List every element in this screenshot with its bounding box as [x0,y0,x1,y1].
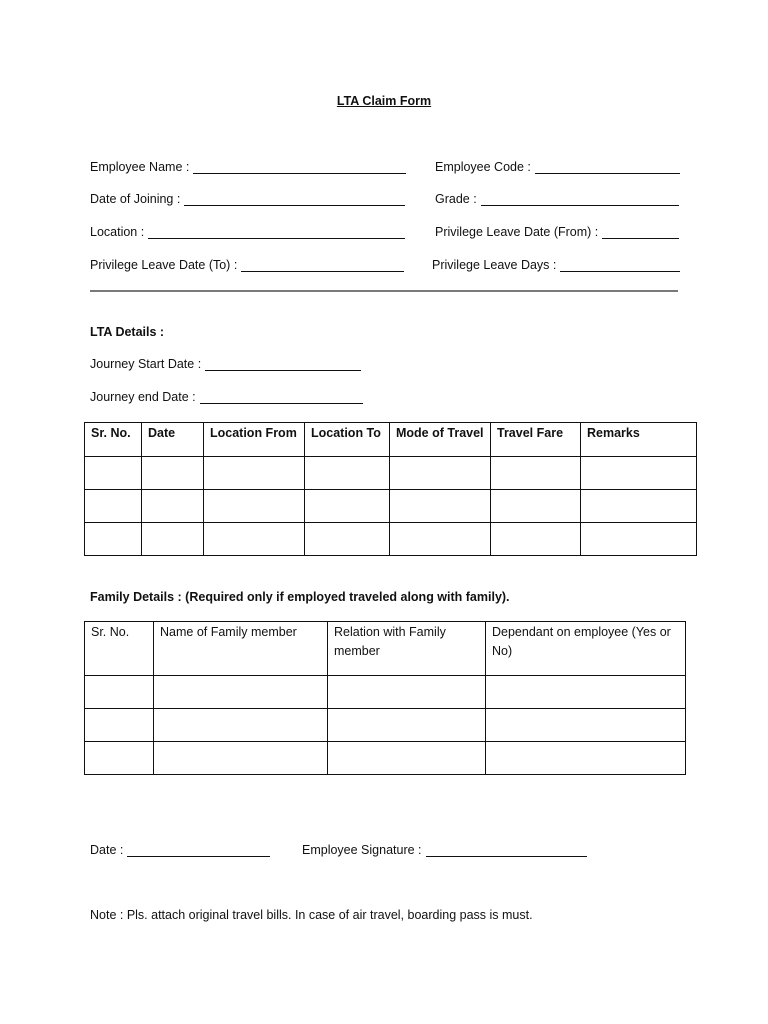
employee-code-input-line[interactable] [535,160,680,174]
note-text: Note : Pls. attach original travel bills. In case of air travel, boarding pass is must. [90,908,533,922]
lta-details-heading: LTA Details : [90,325,165,339]
employee-name-field[interactable] [90,160,406,174]
grade-input-line[interactable] [481,192,679,206]
family-table [84,621,686,775]
pl-to-field[interactable] [90,258,404,272]
family-details-heading: Family Details : (Required only if employed traveled along with family). [90,590,510,604]
table-cell[interactable] [154,742,328,775]
table-cell[interactable] [85,709,154,742]
table-cell[interactable] [390,490,491,523]
table-cell[interactable] [154,676,328,709]
table-cell[interactable] [305,457,390,490]
table-cell[interactable] [328,709,486,742]
lta-header-location-from: Location From [204,423,305,457]
date-of-joining-input-line[interactable] [184,192,405,206]
table-cell[interactable] [204,457,305,490]
date-label: Date : [90,843,124,857]
table-row [85,457,697,490]
pl-from-label: Privilege Leave Date (From) : [435,225,599,239]
table-cell[interactable] [142,523,204,556]
table-cell[interactable] [581,457,697,490]
journey-end-input-line[interactable] [200,390,363,404]
grade-field[interactable] [435,192,679,206]
lta-header-remarks: Remarks [581,423,697,457]
table-cell[interactable] [85,742,154,775]
table-cell[interactable] [204,523,305,556]
table-cell[interactable] [328,676,486,709]
pl-to-label: Privilege Leave Date (To) : [90,258,238,272]
family-header-relation: Relation with Family member [328,622,486,676]
location-label: Location : [90,225,145,239]
table-cell[interactable] [491,523,581,556]
table-cell[interactable] [486,709,686,742]
pl-days-field[interactable] [432,258,680,272]
employee-name-input-line[interactable] [193,160,406,174]
table-row [85,676,686,709]
journey-end-label: Journey end Date : [90,390,196,404]
table-cell[interactable] [204,490,305,523]
pl-from-input-line[interactable] [602,225,679,239]
family-header-name: Name of Family member [154,622,328,676]
table-cell[interactable] [85,457,142,490]
date-of-joining-label: Date of Joining : [90,192,181,206]
pl-days-input-line[interactable] [560,258,680,272]
journey-start-input-line[interactable] [205,357,361,371]
pl-from-field[interactable] [435,225,679,239]
table-cell[interactable] [305,490,390,523]
table-cell[interactable] [581,523,697,556]
table-cell[interactable] [142,490,204,523]
table-row [85,742,686,775]
lta-table [84,422,697,556]
table-row [85,490,697,523]
table-row [85,709,686,742]
table-cell[interactable] [581,490,697,523]
family-header-sr-no: Sr. No. [85,622,154,676]
table-cell[interactable] [154,709,328,742]
date-input-line[interactable] [127,843,270,857]
table-cell[interactable] [328,742,486,775]
table-cell[interactable] [85,490,142,523]
signature-label: Employee Signature : [302,843,422,857]
table-cell[interactable] [390,457,491,490]
grade-label: Grade : [435,192,477,206]
lta-header-mode-of-travel: Mode of Travel [390,423,491,457]
lta-header-date: Date [142,423,204,457]
signature-input-line[interactable] [426,843,587,857]
table-cell[interactable] [491,457,581,490]
table-cell[interactable] [486,742,686,775]
form-title: LTA Claim Form [336,94,432,108]
journey-end-field[interactable] [90,390,363,404]
table-cell[interactable] [491,490,581,523]
pl-to-input-line[interactable] [241,258,404,272]
pl-days-label: Privilege Leave Days : [432,258,557,272]
date-field[interactable] [90,843,270,857]
location-input-line[interactable] [148,225,405,239]
signature-field[interactable] [302,843,587,857]
employee-code-field[interactable] [435,160,680,174]
table-cell[interactable] [85,676,154,709]
table-cell[interactable] [142,457,204,490]
lta-header-sr-no: Sr. No. [85,423,142,457]
journey-start-label: Journey Start Date : [90,357,202,371]
family-table-header-row [85,622,686,676]
journey-start-field[interactable] [90,357,361,371]
date-of-joining-field[interactable] [90,192,405,206]
table-cell[interactable] [486,676,686,709]
table-cell[interactable] [305,523,390,556]
section-divider [90,290,678,292]
location-field[interactable] [90,225,405,239]
table-cell[interactable] [85,523,142,556]
table-cell[interactable] [390,523,491,556]
lta-table-header-row [85,423,697,457]
employee-name-label: Employee Name : [90,160,190,174]
lta-header-travel-fare: Travel Fare [491,423,581,457]
family-header-dependant: Dependant on employee (Yes or No) [486,622,686,676]
lta-header-location-to: Location To [305,423,390,457]
table-row [85,523,697,556]
employee-code-label: Employee Code : [435,160,531,174]
